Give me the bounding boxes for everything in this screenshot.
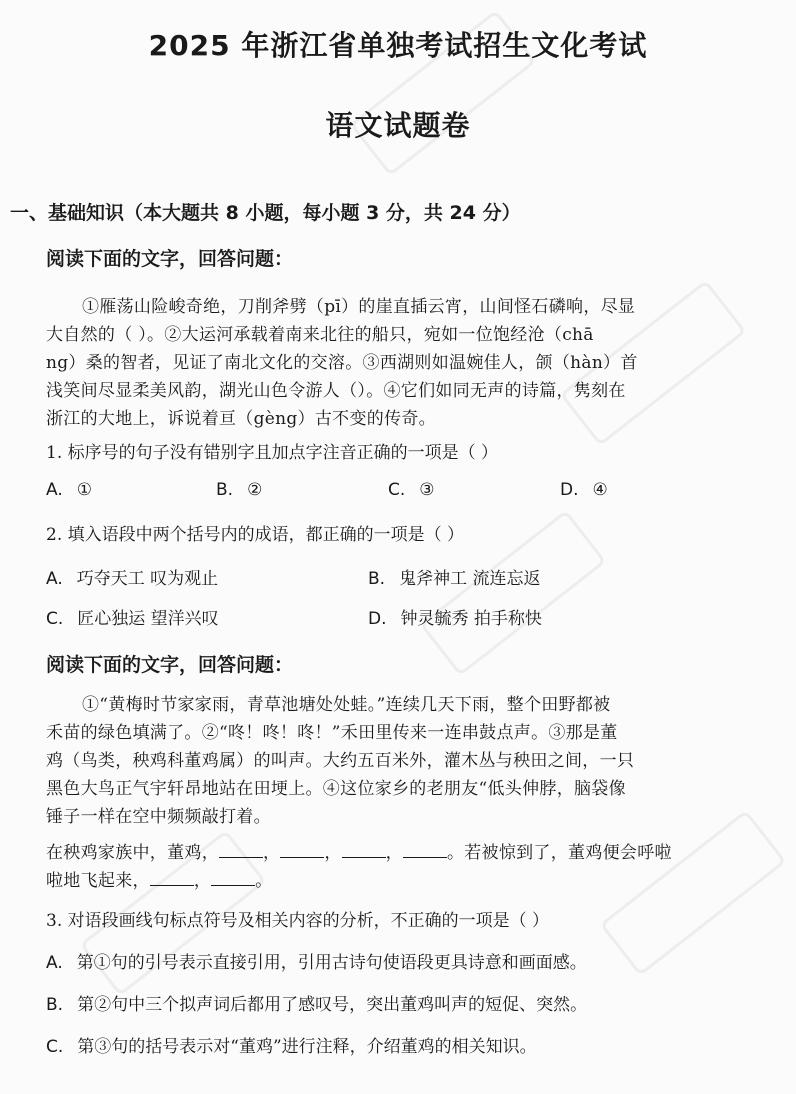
passage2-line: ①“黄梅时节家家雨，青草池塘处处蛙。”连续几天下雨，整个田野都被 [82, 695, 611, 715]
question-3-stem: 3. 对语段画线句标点符号及相关内容的分析，不正确的一项是（ ） [46, 911, 550, 931]
option-letter: C. [46, 1037, 64, 1057]
question-2-stem: 2. 填入语段中两个括号内的成语，都正确的一项是（ ） [46, 525, 465, 545]
option-text: ③ [419, 480, 435, 500]
exam-title: 2025 年浙江省单独考试招生文化考试 [148, 29, 648, 62]
fill-blank[interactable] [280, 843, 324, 858]
option-text: ① [76, 480, 92, 500]
question-1-stem: 1. 标序号的句子没有错别字且加点字注音正确的一项是（ ） [46, 443, 499, 463]
passage1-line: 浅笑间尽显柔美风韵，湖光山色令游人（）。④它们如同无声的诗篇，隽刻在 [46, 381, 626, 401]
passage2-line: 禾苗的绿色填满了。②“咚！咚！咚！”禾田里传来一连串鼓点声。③那是董 [46, 723, 618, 743]
option-text: 巧夺天工 叹为观止 [76, 569, 219, 589]
fill-sep: ， [193, 871, 212, 891]
fill-blank[interactable] [211, 871, 255, 886]
section-heading: 一、基础知识（本大题共 8 小题，每小题 3 分，共 24 分） [10, 202, 521, 224]
option-text: 鬼斧神工 流连忘返 [399, 569, 541, 589]
option-text: 第①句的引号表示直接引用，引用古诗句使语段更具诗意和画面感。 [76, 953, 587, 973]
option-letter: C. [46, 609, 64, 629]
paper-subtitle: 语文试题卷 [325, 109, 471, 142]
q1-option-c[interactable] [388, 480, 435, 500]
option-letter: D. [560, 480, 579, 500]
option-text: ④ [592, 480, 608, 500]
option-text: 第③句的括号表示对“董鸡”进行注释，介绍董鸡的相关知识。 [77, 1037, 537, 1057]
q1-option-b[interactable] [216, 480, 262, 500]
q3-option-c[interactable] [46, 1032, 537, 1057]
option-letter: B. [46, 995, 64, 1015]
fill-sep: ， [324, 843, 342, 863]
q2-option-a[interactable] [46, 564, 218, 589]
passage1-line: ng）桑的智者，见证了南北文化的交溶。③西湖则如温婉佳人，颌（hàn）首 [46, 353, 638, 373]
q2-option-c[interactable] [46, 604, 219, 629]
fill-sep: ， [263, 843, 281, 863]
fill-text: 。若被惊到了，董鸡便会呼啦 [446, 843, 672, 863]
passage1-intro: 阅读下面的文字，回答问题： [46, 248, 294, 270]
passage2-line: 黑色大鸟正气宇轩昂地站在田埂上。④这位家乡的老朋友“低头伸脖，脑袋像 [46, 779, 626, 799]
option-text: 匠心独运 望洋兴叹 [77, 609, 219, 629]
option-text: 钟灵毓秀 拍手称快 [400, 609, 542, 629]
fill-in-line-2 [46, 866, 272, 891]
passage2-line: 锤子一样在空中频频敲打着。 [46, 807, 271, 827]
q1-option-d[interactable] [560, 480, 608, 500]
q3-option-b[interactable] [46, 990, 587, 1015]
option-letter: D. [368, 609, 387, 629]
option-letter: C. [388, 480, 406, 500]
q2-option-b[interactable] [368, 564, 540, 589]
fill-blank[interactable] [342, 843, 386, 858]
q3-option-a[interactable] [46, 948, 587, 973]
option-letter: A. [46, 953, 63, 973]
option-text: 第②句中三个拟声词后都用了感叹号，突出董鸡叫声的短促、突然。 [77, 995, 588, 1015]
option-text: ② [247, 480, 263, 500]
fill-blank[interactable] [150, 871, 194, 886]
q2-option-d[interactable] [368, 604, 542, 629]
option-letter: A. [46, 480, 63, 500]
passage2-intro: 阅读下面的文字，回答问题： [46, 654, 294, 676]
option-letter: B. [216, 480, 234, 500]
fill-in-line-1 [46, 838, 672, 863]
passage2-line: 鸡（鸟类，秧鸡科董鸡属）的叫声。大约五百米外，灌木丛与秧田之间，一只 [46, 751, 635, 771]
fill-blank[interactable] [403, 843, 447, 858]
passage1-line: 浙江的大地上，诉说着亘（gèng）古不变的传奇。 [46, 409, 436, 429]
passage1-line: ①雁荡山险峻奇绝，刀削斧劈（pī）的崖直插云宵，山间怪石磷响，尽显 [82, 297, 636, 317]
q1-option-a[interactable] [46, 480, 92, 500]
watermark [599, 810, 786, 977]
option-letter: A. [46, 569, 63, 589]
fill-sep: ， [385, 843, 403, 863]
option-letter: B. [368, 569, 386, 589]
fill-text: 啦地飞起来， [46, 871, 150, 891]
passage1-line: 大自然的（ ）。②大运河承载着南来北往的船只，宛如一位饱经沧（chā [46, 325, 594, 345]
fill-blank[interactable] [219, 843, 263, 858]
fill-text: 。 [255, 871, 273, 891]
fill-text: 在秧鸡家族中，董鸡， [46, 843, 219, 863]
